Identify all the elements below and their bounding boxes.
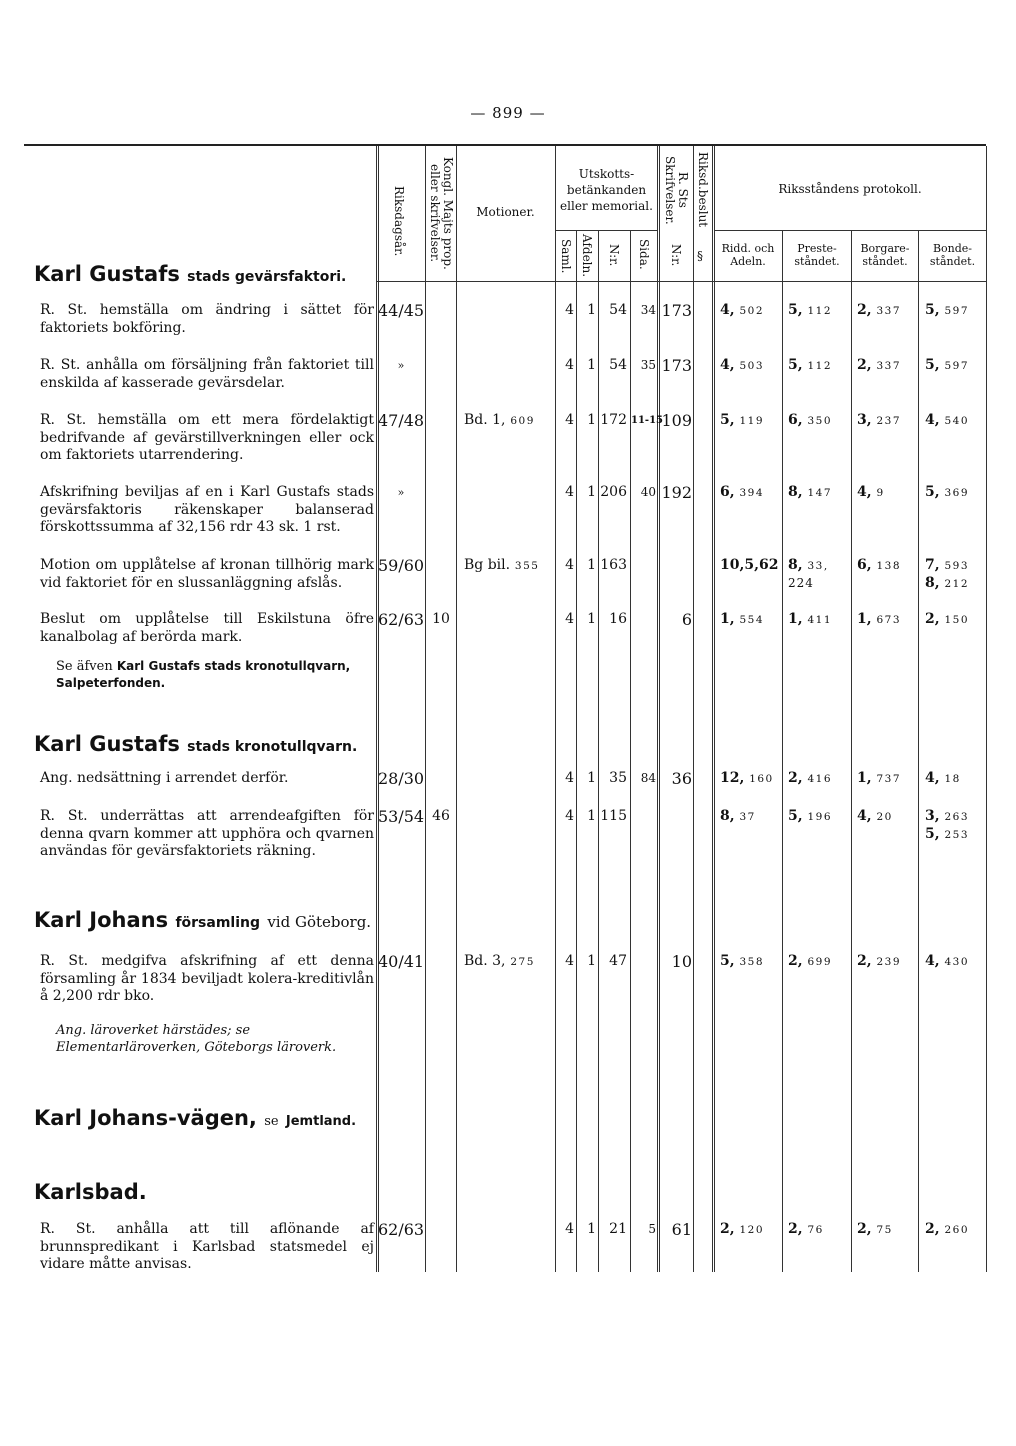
entry-year: 59/60	[378, 556, 425, 575]
entry-saml: 4	[565, 302, 574, 318]
entry-nr: 206	[600, 484, 627, 500]
entry-nr: 172	[600, 412, 627, 428]
header-rsts: R. Sts Skrifvelser.	[663, 155, 690, 225]
entry-borgare	[857, 412, 919, 431]
entry-borgare	[857, 357, 919, 376]
entry-preste-volume: 2,	[788, 770, 803, 786]
entry-bonde-page: 260	[939, 1224, 970, 1236]
entry-ridd	[720, 953, 782, 972]
entry-bonde-volume: 4,	[925, 770, 940, 786]
entry-bonde-page: 263	[939, 811, 970, 823]
entry-bonde	[925, 770, 987, 789]
entry-sida: 34	[640, 303, 656, 317]
entry-bonde-volume: 3,	[925, 808, 940, 824]
entry-bonde-volume: 5,	[925, 484, 940, 500]
entry-prop: 10	[432, 611, 450, 627]
entry-bonde	[925, 302, 987, 321]
entry-saml: 4	[565, 770, 574, 786]
entry-afdeln: 1	[587, 770, 596, 786]
col-rule-borgare	[918, 230, 919, 1272]
entry-preste	[788, 953, 850, 972]
entry-borgare	[857, 953, 919, 972]
entry-saml: 4	[565, 357, 574, 373]
header-afdeln: Afdeln.	[580, 234, 594, 278]
entry-saml: 4	[565, 808, 574, 824]
col-rule-beslut	[712, 146, 715, 1272]
entry-ridd	[720, 557, 782, 576]
entry-preste	[788, 808, 850, 827]
entry-bonde-page: 430	[939, 956, 970, 968]
entry-afdeln: 1	[587, 412, 596, 428]
col-rule-prop	[456, 146, 457, 1272]
entry-ridd-page: 554	[734, 614, 765, 626]
entry-preste-page: 350	[802, 415, 833, 427]
entry-preste	[788, 611, 850, 630]
entry-year: 62/63	[378, 610, 425, 629]
entry-ridd	[720, 808, 782, 827]
entry-text: R. St. medgifva afskrifning af ett denna församling år 1834 beviljadt kolera-kreditivlån å 2,200 rdr bko.	[40, 953, 374, 1004]
entry-skrifvelse: 36	[671, 769, 692, 788]
entry-skrifvelse: 10	[671, 952, 692, 971]
entry-bonde-cont-volume: 5,	[925, 826, 940, 842]
utskotts-sub-rule	[556, 230, 658, 231]
entry-ridd	[720, 770, 782, 789]
section-title: Karl Johans-vägen, se Jemtland.	[34, 1106, 357, 1130]
entry-ridd-volume: 6,	[720, 484, 735, 500]
entry-borgare	[857, 1221, 919, 1240]
header-preste: Preste- ståndet.	[794, 242, 840, 268]
entry-prop: 46	[432, 808, 450, 824]
entry-preste	[788, 412, 850, 431]
col-rule-afd	[598, 230, 599, 1272]
entry-bonde	[925, 1221, 987, 1240]
entry-preste-page: 76	[802, 1224, 824, 1236]
entry-borgare	[857, 484, 919, 503]
entry-bonde	[925, 357, 987, 376]
entry-borgare-page: 737	[871, 773, 902, 785]
entry-saml: 4	[565, 412, 574, 428]
entry-afdeln: 1	[587, 611, 596, 627]
entry-afdeln: 1	[587, 808, 596, 824]
entry-saml: 4	[565, 557, 574, 573]
section-title: Karl Gustafs stads kronotullqvarn.	[34, 732, 358, 756]
entry-borgare	[857, 808, 919, 827]
entry-ridd	[720, 302, 782, 321]
entry-nr: 54	[609, 302, 627, 318]
entry-ridd-page: 37	[734, 811, 756, 823]
entry-skrifvelse: 6	[681, 610, 692, 629]
entry-text: R. St. hemställa om ändring i sättet för faktoriets bokföring.	[40, 302, 374, 336]
entry-bonde-cont	[925, 575, 987, 594]
entry-preste-page: 196	[802, 811, 833, 823]
header-sida: Sida.	[637, 238, 651, 270]
entry-afdeln: 1	[587, 302, 596, 318]
entry-preste-volume: 5,	[788, 808, 803, 824]
entry-borgare	[857, 770, 919, 789]
entry-text: Beslut om upplåtelse till Eskilstuna öfre kanalbolag af berörda mark.	[40, 611, 374, 645]
header-bonde: Bonde- ståndet.	[929, 242, 976, 268]
entry-ridd-page: 160	[744, 773, 774, 785]
entry-preste	[788, 302, 850, 321]
header-rule	[376, 281, 986, 282]
entry-afdeln: 1	[587, 557, 596, 573]
entry-preste-volume: 8,	[788, 484, 803, 500]
entry-borgare-page: 75	[871, 1224, 893, 1236]
entry-bonde-volume: 4,	[925, 953, 940, 969]
entry-ridd	[720, 357, 782, 376]
entry-ridd-volume: 12,	[720, 770, 745, 786]
entry-bonde	[925, 953, 987, 972]
entry-preste-volume: 2,	[788, 1221, 803, 1237]
entry-motion	[464, 953, 554, 972]
entry-borgare-page: 9	[871, 487, 885, 499]
entry-ridd-page: 120	[734, 1224, 765, 1236]
header-motioner: Motioner.	[476, 205, 535, 219]
entry-saml: 4	[565, 611, 574, 627]
entry-saml: 4	[565, 484, 574, 500]
entry-borgare-volume: 2,	[857, 953, 872, 969]
motion-volume: Bd. 1,	[464, 412, 506, 428]
header-borgare: Borgare- ståndet.	[860, 242, 910, 268]
protokoll-sub-rule	[714, 230, 986, 231]
entry-afdeln: 1	[587, 1221, 596, 1237]
entry-preste-page: 411	[802, 614, 833, 626]
header-ridd: Ridd. och Adeln.	[721, 242, 775, 268]
header-saml: Saml.	[559, 238, 573, 274]
entry-bonde-page: 540	[939, 415, 970, 427]
entry-motion	[464, 412, 554, 431]
entry-saml: 4	[565, 953, 574, 969]
entry-sida: 11-15	[631, 415, 663, 426]
entry-bonde-cont-volume: 8,	[925, 575, 940, 591]
entry-preste	[788, 770, 850, 789]
entry-preste-volume: 5,	[788, 302, 803, 318]
entry-ridd	[720, 1221, 782, 1240]
entry-borgare-volume: 3,	[857, 412, 872, 428]
entry-borgare-page: 20	[871, 811, 893, 823]
entry-skrifvelse: 192	[661, 483, 692, 502]
entry-ridd-page: 503	[734, 360, 765, 372]
motion-volume: Bd. 3,	[464, 953, 506, 969]
entry-bonde-volume: 4,	[925, 412, 940, 428]
entry-year: 47/48	[378, 411, 425, 430]
entry-text: R. St. anhålla att till aflönande af brunnspredikant i Karlsbad statsmedel ej vidare måtte anvisas.	[40, 1221, 374, 1272]
entry-ridd	[720, 484, 782, 503]
entry-borgare-volume: 1,	[857, 611, 872, 627]
entry-year: »	[397, 486, 405, 499]
entry-preste-volume: 5,	[788, 357, 803, 373]
entry-bonde-page: 369	[939, 487, 970, 499]
entry-ridd-volume: 4,	[720, 302, 735, 318]
entry-motion	[464, 557, 554, 576]
entry-nr: 163	[600, 557, 627, 573]
entry-skrifvelse: 61	[671, 1220, 692, 1239]
entry-preste-volume: 6,	[788, 412, 803, 428]
entry-borgare-page: 237	[871, 415, 902, 427]
entry-preste	[788, 357, 850, 376]
entry-ridd-volume: 4,	[720, 357, 735, 373]
entry-bonde	[925, 611, 987, 630]
entry-ridd	[720, 611, 782, 630]
entry-nr: 35	[609, 770, 627, 786]
col-rule-saml	[576, 230, 577, 1272]
entry-borgare	[857, 557, 919, 576]
section-title: Karlsbad.	[34, 1180, 147, 1204]
entry-ridd-volume: 5,	[720, 412, 735, 428]
motion-page: 355	[510, 560, 540, 572]
entry-ridd-page: 358	[734, 956, 765, 968]
motion-page: 275	[505, 956, 535, 968]
entry-ridd-volume: 2,	[720, 1221, 735, 1237]
entry-borgare	[857, 611, 919, 630]
col-rule-preste	[851, 230, 852, 1272]
entry-preste-volume: 2,	[788, 953, 803, 969]
entry-bonde	[925, 484, 987, 503]
entry-bonde	[925, 808, 987, 827]
entry-bonde-cont-page: 212	[939, 578, 970, 590]
header-beslut-sym: §	[697, 249, 703, 263]
entry-afdeln: 1	[587, 953, 596, 969]
entry-borgare	[857, 302, 919, 321]
entry-bonde-volume: 5,	[925, 357, 940, 373]
entry-preste	[788, 1221, 850, 1240]
entry-afdeln: 1	[587, 357, 596, 373]
top-rule	[24, 144, 986, 146]
entry-bonde-page: 597	[939, 360, 970, 372]
entry-nr: 47	[609, 953, 627, 969]
entry-skrifvelse: 109	[661, 411, 692, 430]
entry-text: R. St. underrättas att arrendeafgiften för denna qvarn kommer att upphöra och qvarnen användas för gevärsfaktoriets räkning.	[40, 808, 374, 859]
col-rule-year	[425, 146, 426, 1272]
entry-year: 53/54	[378, 807, 425, 826]
header-protokoll: Riksståndens protokoll.	[778, 182, 922, 196]
entry-borgare-page: 138	[871, 560, 902, 572]
entry-nr: 54	[609, 357, 627, 373]
header-kongl: Kongl. Majts prop. eller skrifvelser.	[428, 156, 455, 270]
header-rsts-nr: N:r.	[669, 243, 683, 267]
entry-text: R. St. hemställa om ett mera fördelaktigt bedrifvande af gevärstillverkningen eller ock om faktoriets utarrendering.	[40, 412, 374, 463]
col-rule-nr	[630, 230, 631, 1272]
entry-borgare-page: 337	[871, 360, 902, 372]
entry-bonde-page: 597	[939, 305, 970, 317]
entry-text: Ang. nedsättning i arrendet derför.	[40, 770, 289, 786]
entry-bonde-cont	[925, 826, 987, 845]
entry-year: 28/30	[378, 769, 425, 788]
header-utskotts: Utskotts- betänkanden eller memorial.	[560, 167, 653, 213]
section-title: Karl Gustafs stads gevärsfaktori.	[34, 262, 347, 286]
entry-year: »	[397, 359, 405, 372]
entry-preste-page: 112	[802, 305, 833, 317]
entry-borgare-volume: 2,	[857, 357, 872, 373]
entry-borgare-page: 337	[871, 305, 902, 317]
entry-skrifvelse: 173	[661, 301, 692, 320]
entry-text: R. St. anhålla om försäljning från faktoriet till enskilda af kasserade gevärsdelar.	[40, 357, 374, 391]
entry-ridd-page: 119	[734, 415, 765, 427]
entry-bonde-page: 593	[939, 560, 970, 572]
entry-bonde	[925, 557, 987, 576]
entry-sida: 84	[640, 771, 656, 785]
entry-text: Motion om upplåtelse af kronan tillhörig mark vid faktoriet för en slussanläggning afslås.	[40, 557, 374, 591]
entry-borgare-volume: 4,	[857, 808, 872, 824]
entry-saml: 4	[565, 1221, 574, 1237]
entry-sida: 5	[648, 1222, 656, 1236]
entry-preste	[788, 557, 850, 576]
entry-bonde-volume: 5,	[925, 302, 940, 318]
entry-ridd-volume: 1,	[720, 611, 735, 627]
entry-ridd-volume: 5,	[720, 953, 735, 969]
entry-bonde-page: 150	[939, 614, 970, 626]
page-number: — 899 —	[470, 104, 546, 122]
entry-borgare-volume: 2,	[857, 1221, 872, 1237]
entry-preste-page: 147	[802, 487, 833, 499]
entry-text: Afskrifning beviljas af en i Karl Gustafs stads gevärsfaktoris räkenskaper balanserad förskottssumma af 32,156 rdr 43 sk. 1 rst.	[40, 484, 374, 535]
entry-sida: 35	[640, 358, 656, 372]
header-riksdagsar: Riksdagsår.	[392, 185, 406, 257]
entry-preste-page: 112	[802, 360, 833, 372]
entry-bonde-cont-page: 253	[939, 829, 970, 841]
entry-year: 62/63	[378, 1220, 425, 1239]
entry-ridd-page: 502	[734, 305, 765, 317]
entry-preste-volume: 1,	[788, 611, 803, 627]
see-also: Se äfven Karl Gustafs stads kronotullqvarn, Salpeterfonden.	[56, 659, 351, 690]
entry-bonde-page: 18	[939, 773, 961, 785]
entry-borgare-volume: 4,	[857, 484, 872, 500]
entry-borgare-volume: 1,	[857, 770, 872, 786]
header-nr: N:r.	[607, 243, 621, 267]
entry-year: 44/45	[378, 301, 425, 320]
entry-bonde-volume: 7,	[925, 557, 940, 573]
entry-borgare-volume: 6,	[857, 557, 872, 573]
entry-sida: 40	[640, 485, 656, 499]
entry-nr: 21	[609, 1221, 627, 1237]
entry-borgare-volume: 2,	[857, 302, 872, 318]
header-riksdbeslut: Riksd.beslut	[696, 152, 710, 228]
entry-year: 40/41	[378, 952, 425, 971]
entry-skrifvelse: 173	[661, 356, 692, 375]
entry-nr: 115	[600, 808, 627, 824]
entry-preste-volume: 8,	[788, 557, 803, 573]
section-title: Karl Johans församling vid Göteborg.	[34, 908, 372, 932]
entry-preste-page: 699	[802, 956, 833, 968]
entry-preste-cont: 224	[788, 576, 814, 590]
entry-ridd-volume: 8,	[720, 808, 735, 824]
entry-preste-page: 33,	[802, 560, 829, 572]
entry-nr: 16	[609, 611, 627, 627]
entry-preste-page: 416	[802, 773, 833, 785]
entry-ridd	[720, 412, 782, 431]
motion-page: 609	[505, 415, 535, 427]
col-rule-skr	[693, 146, 694, 1272]
note: Ang. läroverket härstädes; se Elementarläroverken, Göteborgs läroverk.	[56, 1023, 337, 1055]
entry-preste	[788, 484, 850, 503]
entry-bonde-volume: 2,	[925, 1221, 940, 1237]
entry-ridd-volume: 10,5,62	[720, 557, 779, 573]
entry-borgare-page: 239	[871, 956, 902, 968]
motion-volume: Bg bil.	[464, 557, 511, 573]
entry-bonde-volume: 2,	[925, 611, 940, 627]
col-rule-ridd	[782, 230, 783, 1272]
entry-afdeln: 1	[587, 484, 596, 500]
entry-borgare-page: 673	[871, 614, 902, 626]
entry-bonde	[925, 412, 987, 431]
entry-ridd-page: 394	[734, 487, 765, 499]
